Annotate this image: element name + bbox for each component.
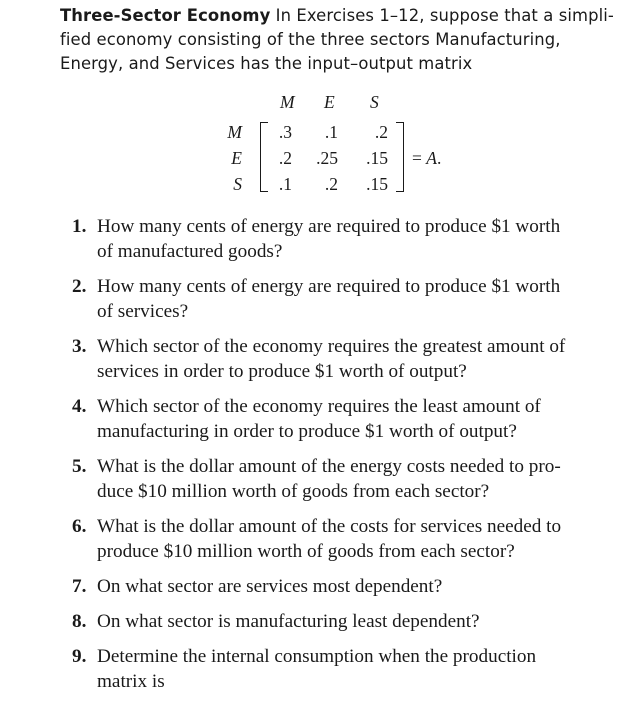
exercise-text-line: What is the dollar amount of the energy costs needed to pro- bbox=[97, 456, 561, 477]
exercise-text-line: produce $10 million worth of goods from each sector? bbox=[97, 541, 515, 562]
exercise-text-line: manufacturing in order to produce $1 worth of output? bbox=[97, 421, 517, 442]
exercise-text-line: What is the dollar amount of the costs for services needed to bbox=[97, 516, 562, 537]
exercise-text-line: duce $10 million worth of goods from each sector? bbox=[97, 481, 490, 502]
matrix-cell: .15 bbox=[366, 148, 388, 168]
matrix-col-header-e: E bbox=[324, 92, 335, 112]
matrix-row-label-e: E bbox=[231, 148, 242, 168]
matrix-row-label-s: S bbox=[233, 174, 242, 194]
exercise-number: 7. bbox=[72, 576, 87, 597]
exercise-text-line: of manufactured goods? bbox=[97, 241, 283, 262]
matrix-name: A bbox=[426, 148, 437, 168]
exercise-number: 6. bbox=[72, 516, 87, 537]
matrix-equals-a bbox=[412, 148, 441, 169]
matrix-cell: .2 bbox=[374, 122, 388, 142]
section-heading: Three-Sector Economy bbox=[60, 6, 271, 25]
exercise-text-line: On what sector are services most dependent? bbox=[97, 576, 443, 597]
exercise-text-line: of services? bbox=[97, 301, 189, 322]
exercise-number: 4. bbox=[72, 396, 87, 417]
matrix-cell: .1 bbox=[324, 122, 338, 142]
exercise-text-line: Which sector of the economy requires the least amount of bbox=[97, 396, 541, 417]
exercise-text-line: matrix is bbox=[97, 671, 165, 692]
exercise-text-line: How many cents of energy are required to produce $1 worth bbox=[97, 216, 561, 237]
matrix-right-bracket bbox=[396, 122, 404, 192]
matrix-col-header-m: M bbox=[280, 92, 295, 112]
matrix-col-header-s: S bbox=[370, 92, 379, 112]
exercise-number: 1. bbox=[72, 216, 87, 237]
intro-line-1: In Exercises 1–12, suppose that a simpli- bbox=[275, 6, 614, 25]
exercise-text-line: How many cents of energy are required to produce $1 worth bbox=[97, 276, 561, 297]
exercise-item bbox=[0, 454, 641, 504]
exercise-number: 5. bbox=[72, 456, 87, 477]
equals-sign: = bbox=[412, 148, 422, 168]
exercise-item bbox=[0, 274, 641, 324]
exercise-list bbox=[0, 214, 641, 704]
intro-line-2: fied economy consisting of the three sectors Manufacturing, bbox=[60, 30, 561, 49]
intro-line-3: Energy, and Services has the input–output matrix bbox=[60, 54, 473, 73]
exercise-text-line: Determine the internal consumption when the production bbox=[97, 646, 537, 667]
matrix-cell: .2 bbox=[278, 148, 292, 168]
exercise-number: 9. bbox=[72, 646, 87, 667]
exercise-number: 8. bbox=[72, 611, 87, 632]
input-output-matrix bbox=[218, 92, 478, 204]
exercise-text-line: On what sector is manufacturing least dependent? bbox=[97, 611, 480, 632]
exercise-number: 3. bbox=[72, 336, 87, 357]
exercise-item bbox=[0, 514, 641, 564]
exercise-item bbox=[0, 574, 641, 599]
exercise-number: 2. bbox=[72, 276, 87, 297]
matrix-cell: .25 bbox=[316, 148, 338, 168]
exercise-item bbox=[0, 334, 641, 384]
matrix-cell: .3 bbox=[278, 122, 292, 142]
matrix-cell: .15 bbox=[366, 174, 388, 194]
matrix-cell: .1 bbox=[278, 174, 292, 194]
matrix-row-label-m: M bbox=[227, 122, 242, 142]
exercise-item bbox=[0, 394, 641, 444]
matrix-cell: .2 bbox=[324, 174, 338, 194]
intro-paragraph bbox=[60, 4, 626, 76]
matrix-period: . bbox=[436, 148, 442, 168]
exercise-item bbox=[0, 214, 641, 264]
exercise-text-line: services in order to produce $1 worth of output? bbox=[97, 361, 467, 382]
exercise-item bbox=[0, 609, 641, 634]
exercise-text-line: Which sector of the economy requires the greatest amount of bbox=[97, 336, 566, 357]
exercise-item bbox=[0, 644, 641, 694]
